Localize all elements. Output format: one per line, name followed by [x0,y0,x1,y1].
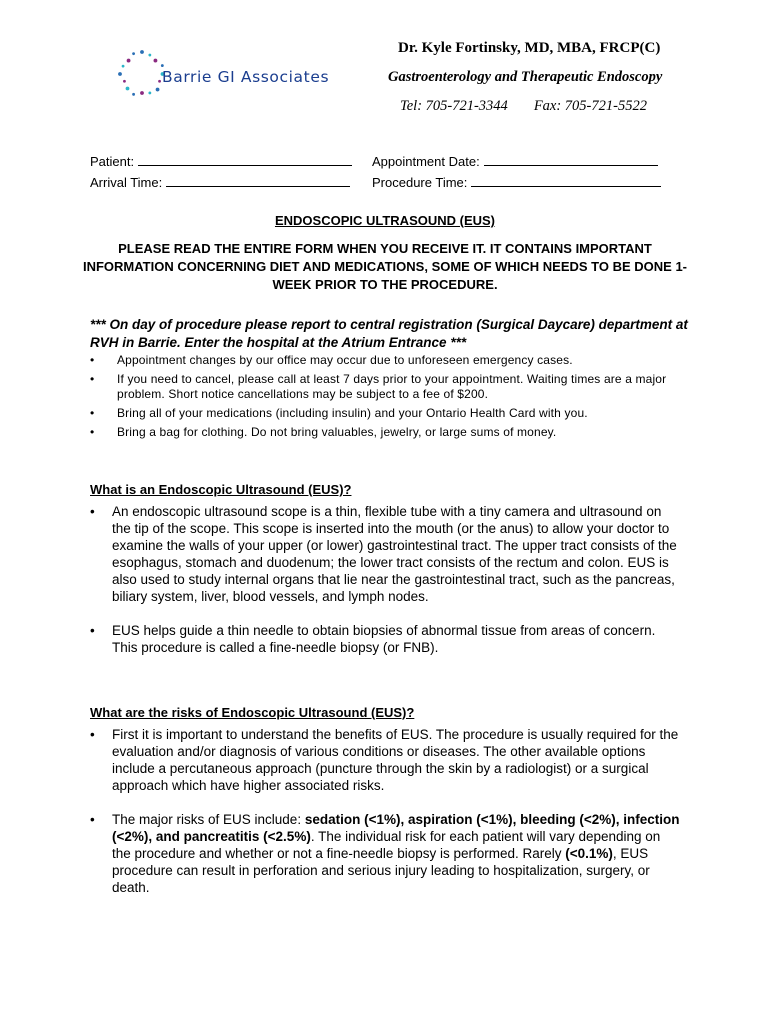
arrival-notice: *** On day of procedure please report to central registration (Surgical Daycare) department at RVH in Barrie. Enter the hospital at the Atrium Entrance *** [90,317,688,350]
doctor-name: Dr. Kyle Fortinsky, MD, MBA, FRCP(C) [398,40,661,56]
logo-dot [122,65,125,68]
logo-dot [140,50,144,54]
patient-line[interactable] [138,153,352,166]
list-item: • Bring all of your medications (including insulin) and your Ontario Health Card with you. [90,406,680,421]
fax: Fax: 705-721-5522 [533,98,647,114]
contact-line [400,98,720,115]
list-item [90,811,680,896]
appointment-date-field [372,153,658,169]
list-item: • Appointment changes by our office may occur due to unforeseen emergency cases. [90,353,680,368]
logo-dot [132,93,135,96]
list-item: • An endoscopic ultrasound scope is a thin, flexible tube with a tiny camera and ultrasound on the tip of the scope. This scope is inserted into the mouth (or the anus) to allow your doctor to examine the walls of your upper (or lower) gastrointestinal tract. The upper tract consists of the esophagus, stomach and duodenum; the lower tract consists of the rectum and colon. EUS is also used to study internal organs that lie near the gastrointestinal tract, such as the pancreas, biliary system, liver, blood vessels, and lymph nodes. [90,503,680,605]
logo-dot [148,92,151,95]
logo-dot [161,64,164,67]
logo-dot [156,88,160,92]
logo-dot [123,80,126,83]
list-item: • Bring a bag for clothing. Do not bring valuables, jewelry, or large sums of money. [90,425,680,440]
risk-rates: sedation (<1%), aspiration (<1%), bleeding (<2%), infection (<2%), and pancreatitis (<2.5%) [112,812,680,844]
appointment-date-line[interactable] [484,153,658,166]
procedure-time-line[interactable] [471,174,661,187]
list-item: • If you need to cancel, please call at least 7 days prior to your appointment. Waiting times are a major problem. Short notice cancellations may be subject to a fee of $200. [90,372,680,402]
telephone: Tel: 705-721-3344 [400,98,508,114]
patient-field [90,153,352,169]
doctor-specialty: Gastroenterology and Therapeutic Endoscopy [388,69,663,85]
logo-dot [132,52,135,55]
appointment-date-label: Appointment Date: [372,154,480,169]
warning-banner: PLEASE READ THE ENTIRE FORM WHEN YOU RECEIVE IT. IT CONTAINS IMPORTANT INFORMATION CONCERNING DIET AND MEDICATIONS, SOME OF WHICH NEEDS TO BE DONE 1-WEEK PRIOR TO THE PROCEDURE. [82,241,688,292]
list-item: • EUS helps guide a thin needle to obtain biopsies of abnormal tissue from areas of concern. This procedure is called a fine-needle biopsy (or FNB). [90,622,680,656]
arrival-time-line[interactable] [166,174,350,187]
patient-label: Patient: [90,154,135,169]
logo-dot [148,54,151,57]
arrival-time-field [90,174,350,190]
list-item: • First it is important to understand the benefits of EUS. The procedure is usually required for the evaluation and/or diagnosis of various conditions or diseases. The other available options include a percutaneous approach (puncture through the skin by a radiologist) or a surgical approach which have higher associated risks. [90,726,680,794]
arrival-time-label: Arrival Time: [90,175,163,190]
page-title: ENDOSCOPIC ULTRASOUND (EUS) [274,213,496,228]
risk-end: , EUS procedure can result in perforation and serious injury leading to hospitalization, surgery, or death. [112,846,650,895]
logo-dot [127,59,131,63]
logo-dot [126,87,130,91]
section-heading-risks: What are the risks of Endoscopic Ultrasound (EUS)? [90,705,415,720]
risk-intro: The major risks of EUS include: [112,812,305,827]
logo-dot [118,72,122,76]
logo-text: Barrie GI Associates [162,68,330,86]
procedure-time-field [372,174,661,190]
risk-rare-rate: (<0.1%) [565,846,613,861]
procedure-time-label: Procedure Time: [372,175,468,190]
logo-dot [158,80,161,83]
logo-dot [140,91,144,95]
what-is-list [90,503,680,656]
risks-list [90,726,680,896]
risk-middle: . The individual risk for each patient will vary depending on the procedure and whether or not a fine-needle biopsy is performed. Rarely [112,829,661,861]
section-heading-what-is: What is an Endoscopic Ultrasound (EUS)? [90,482,352,497]
clinic-logo [112,44,352,104]
instruction-list [90,353,680,444]
logo-dot [154,59,158,63]
